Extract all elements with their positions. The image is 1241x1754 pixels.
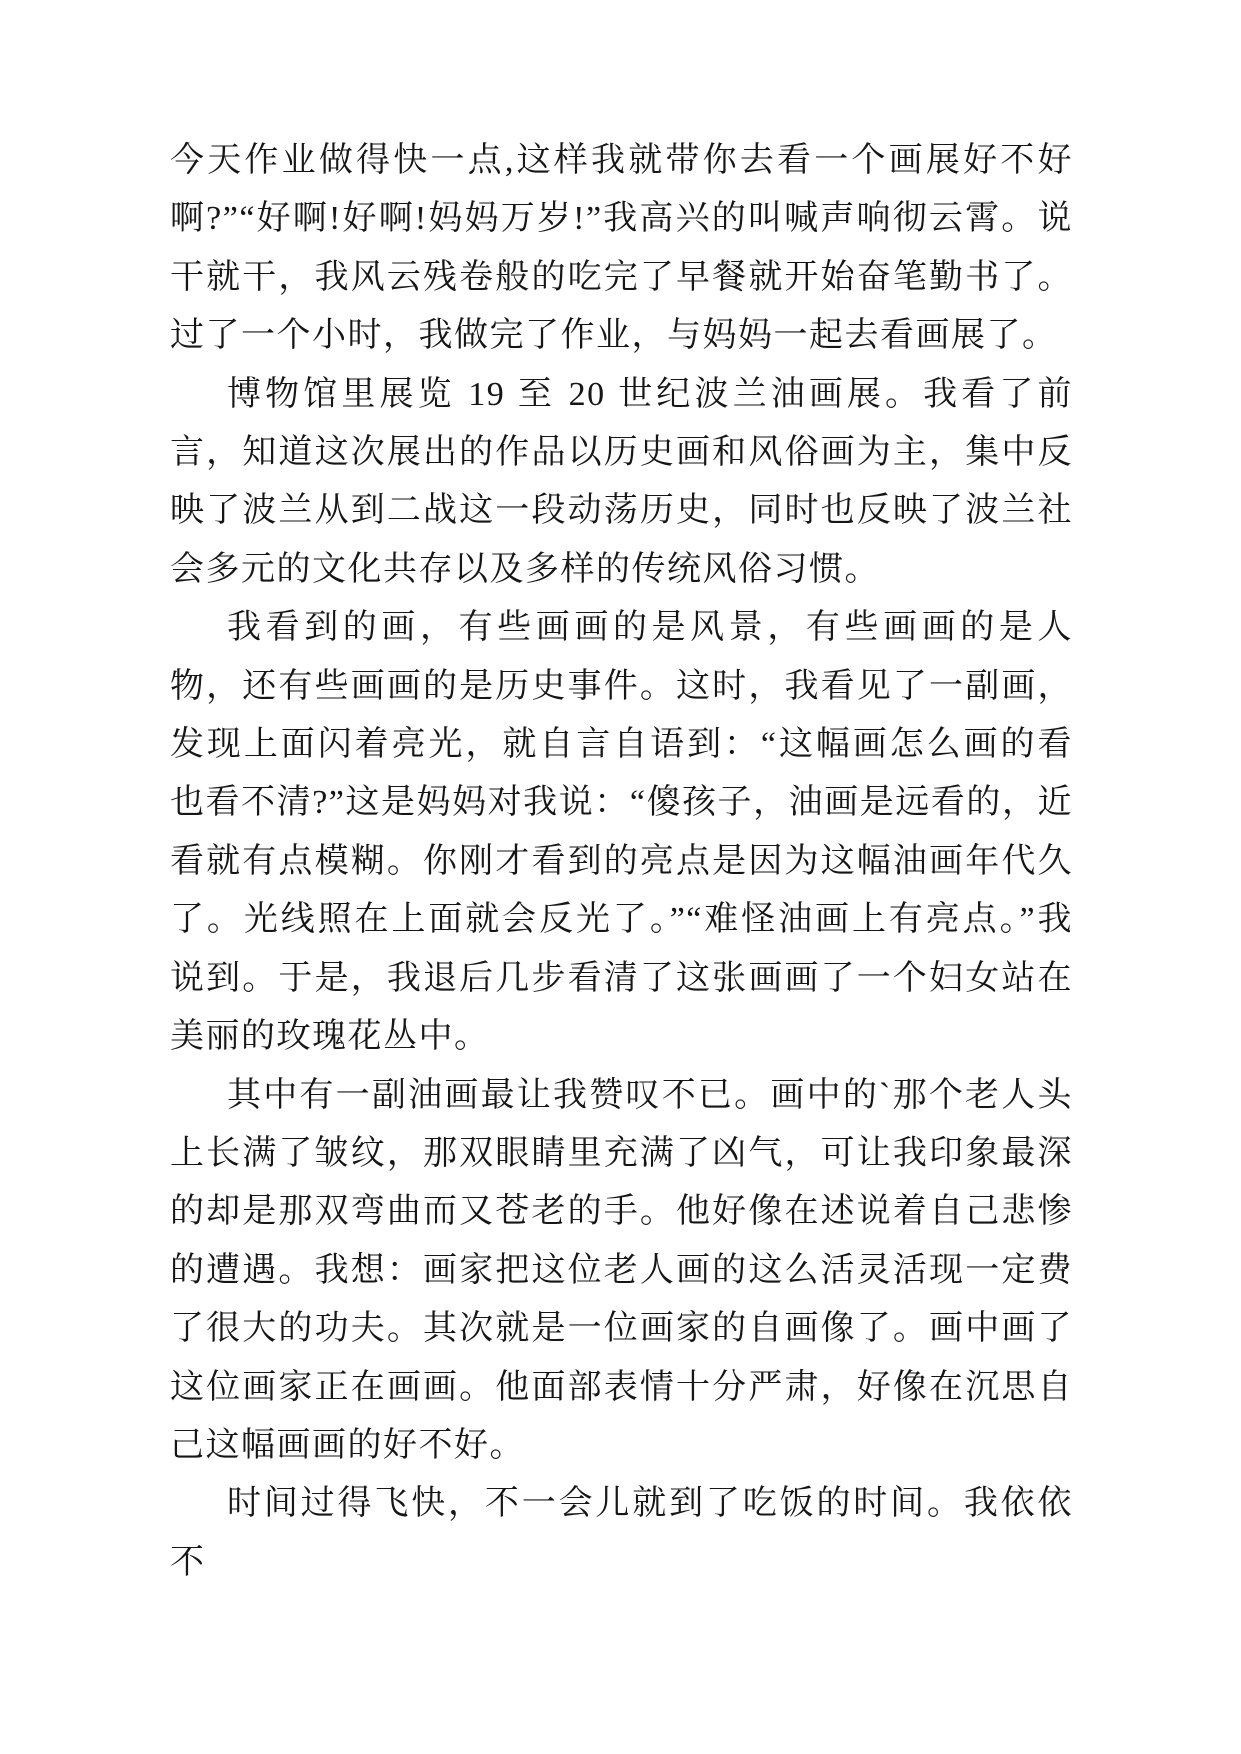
paragraph: 博物馆里展览 19 至 20 世纪波兰油画展。我看了前言，知道这次展出的作品以历史画和风俗画为主，集中反映了波兰从到二战这一段动荡历史，同时也反映了波兰社会多元的文化共存以及多样的传统风俗习惯。 [170,375,1073,588]
paragraph: 时间过得飞快，不一会儿就到了吃饭的时间。我依依不 [170,1485,1073,1581]
document-body [170,132,1073,1592]
paragraph: 我看到的画，有些画画的是风景，有些画画的是人物，还有些画画的是历史事件。这时，我看见了一副画，发现上面闪着亮光，就自言自语到：“这幅画怎么画的看也看不清?”这是妈妈对我说：“傻孩子，油画是远看的，近看就有点模糊。你刚才看到的亮点是因为这幅油画年代久了。光线照在上面就会反光了。”“难怪油画上有亮点。”我说到。于是，我退后几步看清了这张画画了一个妇女站在美丽的玫瑰花丛中。 [170,609,1073,1056]
paragraph: 今天作业做得快一点,这样我就带你去看一个画展好不好啊?”“好啊!好啊!妈妈万岁!”我高兴的叫喊声响彻云霄。说干就干，我风云残卷般的吃完了早餐就开始奋笔勤书了。过了一个小时，我做完了作业，与妈妈一起去看画展了。 [170,142,1073,355]
paragraph: 其中有一副油画最让我赞叹不已。画中的`那个老人头上长满了皱纹，那双眼睛里充满了凶气，可让我印象最深的却是那双弯曲而又苍老的手。他好像在述说着自己悲惨的遭遇。我想：画家把这位老人画的这么活灵活现一定费了很大的功夫。其次就是一位画家的自画像了。画中画了这位画家正在画画。他面部表情十分严肃，好像在沉思自己这幅画画的好不好。 [170,1076,1073,1464]
